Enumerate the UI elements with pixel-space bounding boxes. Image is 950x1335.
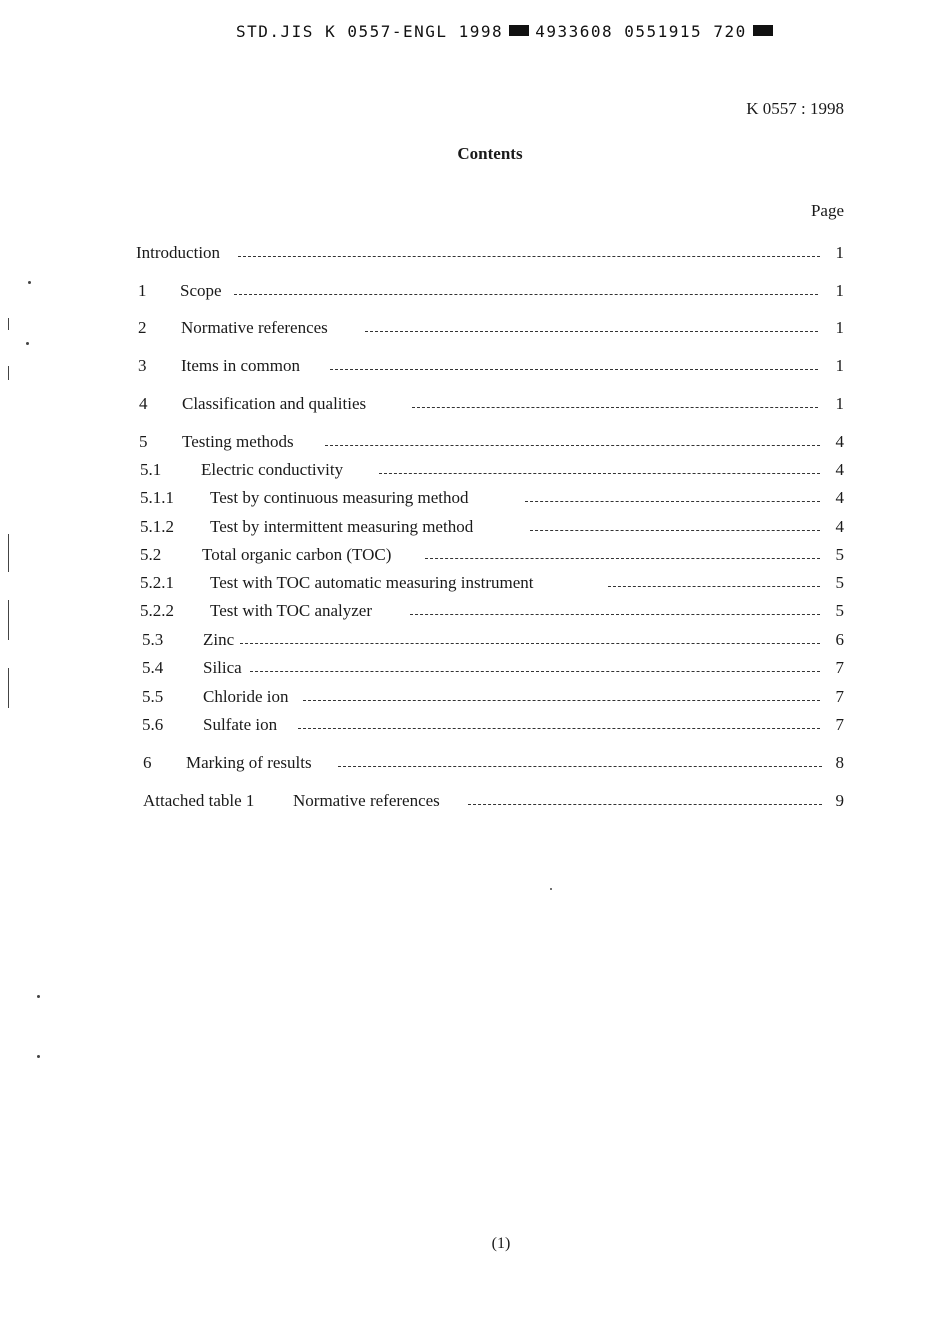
- leader-dots: [298, 728, 820, 729]
- toc-entry[interactable]: [0, 790, 950, 812]
- toc-entry[interactable]: [0, 459, 950, 481]
- scan-speck: [8, 600, 9, 640]
- toc-entry[interactable]: [0, 572, 950, 594]
- toc-entry-page: 7: [835, 715, 844, 734]
- page-number-footer: (1): [491, 1235, 511, 1252]
- leader-dots: [525, 501, 820, 502]
- toc-entry-page: 5: [835, 573, 844, 592]
- redaction-block: [509, 25, 529, 36]
- leader-dots: [468, 804, 822, 805]
- toc-entry-title: Introduction: [136, 242, 224, 264]
- toc-entry-title: Test by intermittent measuring method: [210, 516, 477, 538]
- toc-entry[interactable]: [0, 516, 950, 538]
- toc-entry-page: 4: [835, 488, 844, 507]
- toc-entry-title: Zinc: [203, 629, 238, 651]
- toc-entry-number: 5.2.2: [140, 601, 174, 620]
- scan-speck: [28, 281, 31, 284]
- toc-entry-number: 2: [138, 318, 147, 337]
- toc-entry[interactable]: [0, 487, 950, 509]
- toc-entry-page: 5: [835, 545, 844, 564]
- toc-entry[interactable]: [0, 600, 950, 622]
- toc-entry-number: 5.5: [142, 687, 164, 706]
- scan-speck: [37, 1055, 40, 1058]
- toc-entry[interactable]: [0, 355, 950, 377]
- toc-entry-title: Normative references: [293, 790, 444, 812]
- toc-entry-page: 8: [835, 753, 844, 772]
- toc-entry-number: 5.1.1: [140, 488, 174, 507]
- scan-speck: [8, 668, 9, 708]
- toc-entry-page: 1: [835, 356, 844, 375]
- toc-entry-title: Sulfate ion: [203, 714, 281, 736]
- leader-dots: [240, 643, 820, 644]
- toc-entry-page: 7: [835, 687, 844, 706]
- leader-dots: [330, 369, 818, 370]
- toc-entry-page: 9: [835, 791, 844, 810]
- leader-dots: [365, 331, 818, 332]
- toc-entry-page: 4: [835, 432, 844, 451]
- redaction-block: [753, 25, 773, 36]
- leader-dots: [303, 700, 820, 701]
- toc-entry[interactable]: [0, 714, 950, 736]
- toc-entry-title: Marking of results: [186, 752, 316, 774]
- toc-entry[interactable]: [0, 431, 950, 453]
- toc-entry-title: Test with TOC automatic measuring instrument: [210, 572, 538, 594]
- leader-dots: [410, 614, 820, 615]
- toc-entry-page: 4: [835, 460, 844, 479]
- toc-entry-number: 5.6: [142, 715, 164, 734]
- toc-entry-number: 5.2: [140, 545, 162, 564]
- toc-entry[interactable]: [0, 393, 950, 415]
- toc-entry-page: 1: [835, 394, 844, 413]
- leader-dots: [338, 766, 822, 767]
- toc-entry[interactable]: [0, 752, 950, 774]
- toc-entry-number: 1: [138, 281, 147, 300]
- toc-entry-number: 5.1.2: [140, 517, 174, 536]
- toc-entry-title: Classification and qualities: [182, 393, 370, 415]
- page-column-label: Page: [810, 201, 844, 220]
- toc-entry[interactable]: [0, 629, 950, 651]
- toc-entry-number: Attached table 1: [143, 791, 255, 810]
- toc-entry-title: Scope: [180, 280, 226, 302]
- scan-speck: [37, 995, 40, 998]
- toc-entry[interactable]: [0, 242, 950, 264]
- toc-entry[interactable]: [0, 280, 950, 302]
- scan-speck: [8, 366, 9, 380]
- toc-entry-title: Test with TOC analyzer: [210, 600, 376, 622]
- toc-entry-title: Test by continuous measuring method: [210, 487, 473, 509]
- toc-entry-number: 6: [143, 753, 152, 772]
- header-code-part1: STD.JIS K 0557-ENGL 1998: [236, 22, 504, 41]
- toc-entry-title: Silica: [203, 657, 246, 679]
- toc-entry-title: Items in common: [181, 355, 304, 377]
- leader-dots: [250, 671, 820, 672]
- leader-dots: [325, 445, 820, 446]
- toc-entry-page: 1: [835, 281, 844, 300]
- toc-entry-number: 5.3: [142, 630, 164, 649]
- leader-dots: [234, 294, 818, 295]
- toc-entry[interactable]: [0, 657, 950, 679]
- toc-entry-number: 5.1: [140, 460, 162, 479]
- toc-entry-page: 4: [835, 517, 844, 536]
- scan-speck: [26, 342, 29, 345]
- toc-entry-page: 5: [835, 601, 844, 620]
- toc-entry-title: Normative references: [181, 317, 332, 339]
- leader-dots: [379, 473, 820, 474]
- scan-speck: [8, 318, 9, 330]
- toc-entry-page: 1: [835, 318, 844, 337]
- toc-entry-title: Electric conductivity: [201, 459, 347, 481]
- page-title: Contents: [457, 144, 523, 163]
- toc-entry-number: 4: [139, 394, 148, 413]
- leader-dots: [530, 530, 820, 531]
- scan-speck: [8, 534, 9, 572]
- toc-entry-title: Testing methods: [182, 431, 298, 453]
- toc-entry[interactable]: [0, 544, 950, 566]
- toc-entry-number: 3: [138, 356, 147, 375]
- toc-entry-title: Chloride ion: [203, 686, 292, 708]
- leader-dots: [412, 407, 818, 408]
- scan-header-code: [236, 22, 779, 41]
- leader-dots: [238, 256, 820, 257]
- toc-entry-page: 1: [835, 243, 844, 262]
- toc-entry-number: 5: [139, 432, 148, 451]
- leader-dots: [425, 558, 820, 559]
- header-code-part2: 4933608 0551915 720: [535, 22, 747, 41]
- toc-entry-number: 5.4: [142, 658, 164, 677]
- toc-entry[interactable]: [0, 686, 950, 708]
- toc-entry-title: Total organic carbon (TOC): [202, 544, 395, 566]
- toc-entry[interactable]: [0, 317, 950, 339]
- toc-entry-number: 5.2.1: [140, 573, 174, 592]
- document-number: K 0557 : 1998: [746, 99, 844, 118]
- scan-speck: [550, 888, 552, 890]
- toc-entry-page: 6: [835, 630, 844, 649]
- toc-entry-page: 7: [835, 658, 844, 677]
- leader-dots: [608, 586, 820, 587]
